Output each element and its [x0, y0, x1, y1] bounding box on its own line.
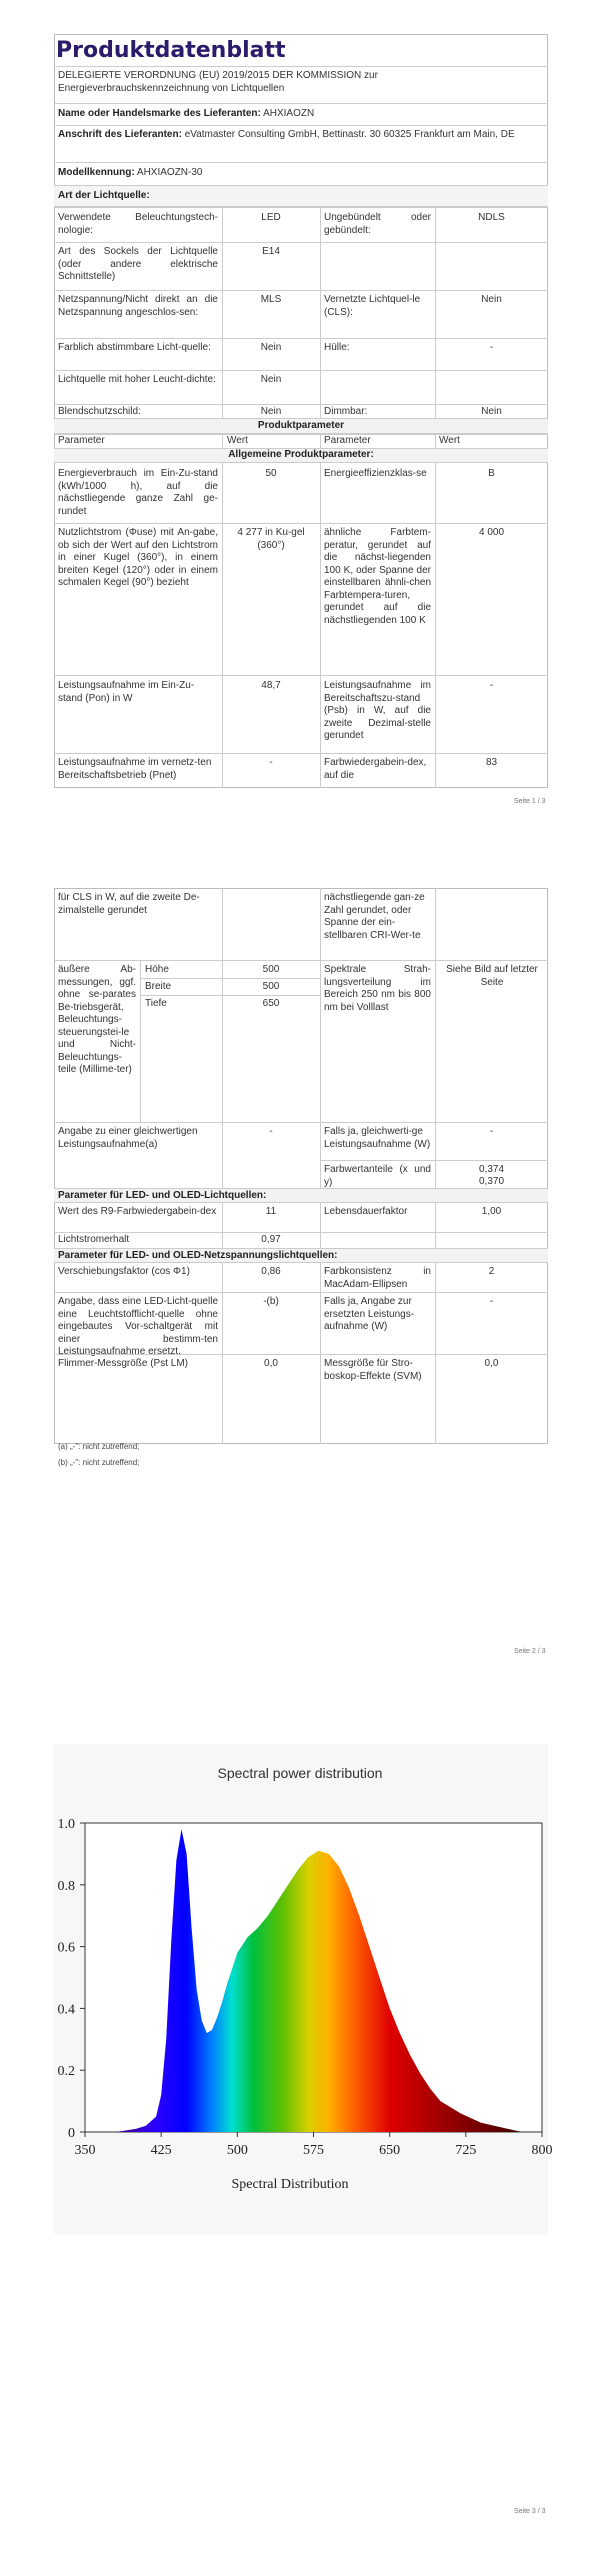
dim-name: Höhe	[145, 964, 169, 975]
y-tick-label: 0.8	[57, 1878, 75, 1894]
replace2-value: -	[489, 1296, 494, 1307]
chart-xlabel: Spectral Distribution	[231, 2177, 349, 2192]
flicker-label: Flimmer-Messgröße (Pst LM)	[58, 1358, 189, 1369]
general-params-heading: Allgemeine Produktparameter:	[228, 449, 374, 460]
x-tick-label: 725	[455, 2143, 477, 2158]
cont-left: für CLS in W, auf die zweite De-zimalstelle gerundet	[58, 892, 200, 916]
equiv-label: Angabe zu einer gleichwertigen Leistungsaufnahme(a)	[58, 1126, 198, 1150]
shift-label: Verschiebungsfaktor (cos Φ1)	[58, 1266, 190, 1277]
strobo-label: Messgröße für Stro-boskop-Effekte (SVM)	[324, 1358, 422, 1382]
x-tick-label: 575	[303, 2143, 324, 2158]
mains-params-heading: Parameter für LED- und OLED-Netzspannungslichtquellen:	[58, 1250, 338, 1261]
shift-value: 0,86	[261, 1266, 281, 1277]
life-value: 1,00	[481, 1206, 502, 1217]
x-tick-label: 800	[531, 2143, 553, 2158]
chroma-label: Farbwertanteile (x und y)	[324, 1164, 431, 1188]
page-title: Produktdatenblatt	[56, 38, 286, 63]
page-2	[0, 880, 603, 1700]
flux-value: 0,97	[261, 1234, 281, 1245]
flicker-value: 0,0	[264, 1358, 278, 1369]
chroma-y: 0,370	[478, 1176, 505, 1187]
footnote-b: (b) „-": nicht zutreffend;	[58, 1458, 140, 1467]
x-tick-label: 500	[226, 2143, 248, 2158]
model-row: Modellkennung: AHXIAOZN-30	[58, 167, 203, 178]
dim-name: Tiefe	[145, 998, 167, 1009]
supplier-name-row: Name oder Handelsmarke des Lieferanten: AHXIAOZN	[58, 108, 315, 119]
params-heading: Produktparameter	[257, 420, 345, 431]
replace2-label: Falls ja, Angabe zur ersetzten Leistungs-aufnahme (W)	[324, 1296, 415, 1332]
equiv2-label: Falls ja, gleichwerti-ge Leistungsaufnahme (W)	[324, 1126, 431, 1150]
col-value-header: Wert	[227, 435, 248, 446]
y-tick-label: 1.0	[57, 1817, 75, 1832]
supplier-address-row: Anschrift des Lieferanten: eVatmaster Consulting GmbH, Bettinastr. 30 60325 Frankfurt am Main, DE	[58, 129, 515, 140]
y-tick-label: 0	[68, 2126, 75, 2141]
dimensions-label: äußere Ab-messungen, ggf. ohne se-parates Be-triebsgerät, Beleuchtungs-steuerungstei-le und Nicht-Beleuchtungs-teile (Millime-ter)	[58, 964, 136, 1075]
y-tick-label: 0.2	[57, 2064, 75, 2080]
led-params-heading: Parameter für LED- und OLED-Lichtquellen:	[58, 1190, 267, 1201]
flux-label: Lichtstromerhalt	[58, 1234, 130, 1245]
chart-title: Spectral power distribution	[217, 1765, 383, 1781]
dim-value: 650	[262, 998, 280, 1009]
spectral-value: Siehe Bild auf letzter Seite	[446, 964, 538, 988]
col-value-header: Wert	[439, 435, 460, 446]
spectral-label: Spektrale Strah-lungsverteilung im Bereich 250 nm bis 800 nm bei Volllast	[324, 964, 431, 1013]
consist-label: Farbkonsistenz in MacAdam-Ellipsen	[324, 1266, 431, 1290]
col-param-header: Parameter	[324, 435, 371, 446]
r9-value: 11	[265, 1206, 277, 1217]
x-tick-label: 650	[379, 2143, 401, 2158]
replace-label: Angabe, dass eine LED-Licht-quelle eine Leuchtstofflicht-quelle ohne eingebautes Vor-schaltgerät mit einer bestimm-ten Leistungsaufnahme ersetzt.	[58, 1296, 218, 1357]
footnote-a: (a) „-": nicht zutreffend;	[58, 1442, 140, 1451]
life-label: Lebensdauerfaktor	[324, 1206, 408, 1217]
spectral-chart	[0, 1740, 603, 2260]
cont-right: nächstliegende gan-ze Zahl gerundet, oder Spanne der ein-stellbaren CRI-Wer-te	[324, 892, 425, 941]
chroma-x: 0,374	[478, 1164, 505, 1175]
replace-value: -(b)	[263, 1296, 279, 1307]
equiv-value: -	[269, 1126, 273, 1137]
dim-name: Breite	[145, 981, 172, 992]
x-tick-label: 350	[74, 2143, 96, 2158]
page-3	[0, 1740, 603, 2560]
y-tick-label: 0.4	[57, 2002, 75, 2018]
page-number: Seite 1 / 3	[514, 798, 546, 805]
x-tick-label: 425	[150, 2143, 172, 2158]
equiv2-value: -	[489, 1126, 494, 1137]
consist-value: 2	[488, 1266, 495, 1277]
r9-label: Wert des R9-Farbwiedergabein-dex	[58, 1206, 217, 1217]
light-type-heading: Art der Lichtquelle:	[58, 190, 150, 201]
regulation-text: DELEGIERTE VERORDNUNG (EU) 2019/2015 DER KOMMISSION zur Energieverbrauchskennzeichnung von Lichtquellen	[58, 70, 378, 94]
page-1: Produktdatenblatt DELEGIERTE VERORDNUNG (EU) 2019/2015 DER KOMMISSION zur Energieverbrauchskennzeichnung von Lichtquellen Name oder Handelsmarke des Lieferanten: AHXIAOZN Anschrift des Lieferanten: eVatmaster Consulting GmbH, Bettinastr. 30 60325 Frankfurt am Main, DE Modellkennung: AHXIAOZN-30 Art der Lichtquelle: Verwendete Beleuchtungstech-nologie: LED Ungebündelt oder gebündelt: NDLS Art des Sockels der Lichtquelle (oder andere elektrische Schnittstelle) E14 Netzspannung/Nicht direkt an die Netzspannung angeschlos-sen: MLS Vernetzte Lichtquel-le (CLS): Nein Farblich abstimmbare Licht-quelle: Nein Hülle: - Lichtquelle mit hoher Leucht-dichte: Nein Blendschutzschild: Nein Dimmbar: Nein Produktparameter Parameter Wert Parameter Wert Allgemeine Produktparameter: Energieverbrauch im Ein-Zu-stand (kWh/1000 h), auf die nächstliegende ganze Zahl ge-rundet 50 Energieeffizienzklas-se B Nutzlichtstrom (Φuse) mit An-gabe, ob sich der Wert auf den Lichtstrom in einer Kugel (360°), in einem breiten Kegel (120°) oder in einem schmalen Kegel (90°) bezieht 4 277 in Ku-gel (360°) ähnliche Farbtem-peratur, gerundet auf die nächst-liegenden 100 K, oder Spanne der einstellbaren ähnli-chen Farbtempera-turen, gerundet auf die nächstliegenden 100 K 4 000 Leistungsaufnahme im Ein-Zu-stand (Pon) in W 48,7 Leistungsaufnahme im Bereitschaftszu-stand (Psb) in W, auf die zweite Dezimal-stelle gerundet - Leistungsaufnahme im vernetz-ten Bereitschaftsbetrieb (Pnet) - Farbwiedergabein-dex, auf die 83 Seite 1 / 3	[0, 0, 603, 820]
strobo-value: 0,0	[484, 1358, 499, 1369]
y-tick-label: 0.6	[57, 1940, 75, 1956]
dim-value: 500	[262, 964, 280, 975]
page-number: Seite 3 / 3	[514, 2508, 546, 2515]
col-param-header: Parameter	[58, 435, 105, 446]
dim-value: 500	[262, 981, 280, 992]
page-number: Seite 2 / 3	[514, 1648, 546, 1655]
